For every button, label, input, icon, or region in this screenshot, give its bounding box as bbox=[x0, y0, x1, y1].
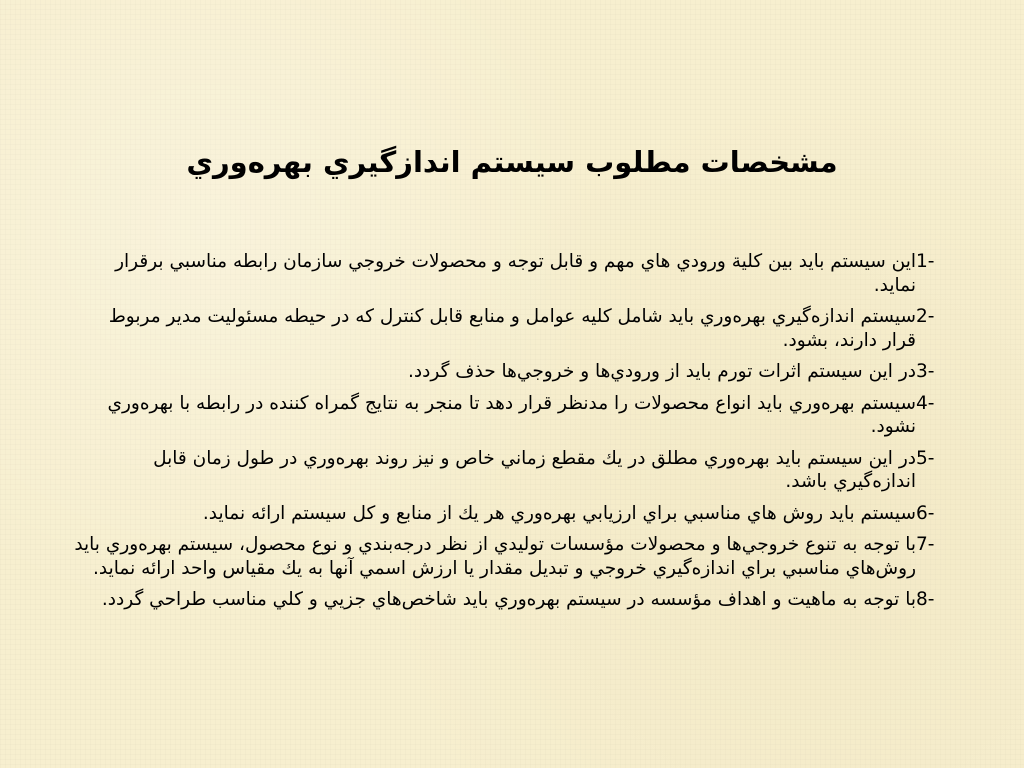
item-number: 2- bbox=[916, 306, 935, 327]
item-text: با توجه به تنوع خروجي‌ها و محصولات مؤسسات توليدي از نظر درجه‌بندي و نوع محصول، سيستم بهره‌وري بايد روش‌هاي مناسبي براي اندازه‌گيري خروجي و تبديل مقدار يا ارزش اسمي آنها به يك مقياس واحد ارائه نمايد. bbox=[74, 534, 916, 579]
item-text: اين سيستم بايد بين كلية ورودي هاي مهم و قابل توجه و محصولات خروجي سازمان رابطه مناسبي برقرار نمايد. bbox=[115, 251, 916, 296]
list-item bbox=[70, 250, 960, 297]
item-number: 3- bbox=[916, 361, 935, 382]
item-number: 7- bbox=[916, 534, 935, 555]
list-item bbox=[70, 305, 960, 352]
item-number: 8- bbox=[916, 589, 935, 610]
list-item bbox=[70, 360, 960, 384]
item-text: سيستم بهره‌وري بايد انواع محصولات را مدنظر قرار دهد تا منجر به نتايج گمراه كننده در رابطه با بهره‌وري نشود. bbox=[107, 392, 916, 437]
item-text: سيستم اندازه‌گيري بهره‌وري بايد شامل كليه عوامل و منابع قابل كنترل كه در حيطه مسئوليت مدير مربوط قرار دارند، بشود. bbox=[108, 306, 916, 351]
list-item bbox=[70, 533, 960, 580]
item-text: سيستم بايد روش هاي مناسبي براي ارزيابي بهره‌وري هر يك از منابع و كل سيستم ارائه نمايد. bbox=[202, 502, 916, 524]
item-number: 4- bbox=[916, 392, 935, 414]
slide-title: مشخصات مطلوب سيستم اندازگيري بهره‌وري bbox=[186, 145, 838, 179]
item-number: 5- bbox=[916, 447, 935, 469]
item-text: در اين سيستم بايد بهره‌وري مطلق در يك مقطع زماني خاص و نيز روند بهره‌وري در طول زمان قابل اندازه‌گيري باشد. bbox=[153, 447, 916, 492]
list-item bbox=[70, 502, 960, 526]
list-item bbox=[70, 588, 960, 612]
item-text: در اين سيستم اثرات تورم بايد از ورودي‌ها و خروجي‌ها حذف گردد. bbox=[408, 361, 916, 382]
list-item bbox=[70, 447, 960, 494]
list-item bbox=[70, 392, 960, 439]
item-text: با توجه به ماهيت و اهداف مؤسسه در سيستم بهره‌وري بايد شاخص‌هاي جزيي و كلي مناسب طراحي گردد. bbox=[101, 589, 916, 610]
item-number: 6- bbox=[916, 502, 935, 524]
criteria-list bbox=[70, 250, 960, 620]
item-number: 1- bbox=[916, 251, 935, 272]
